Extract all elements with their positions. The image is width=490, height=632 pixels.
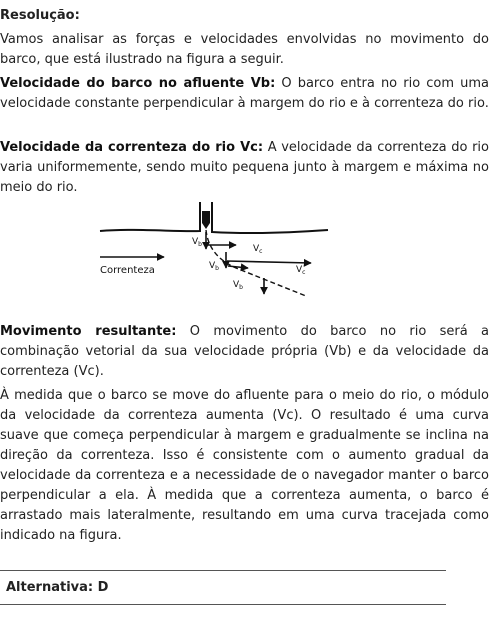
vc-label-2: $V_c$: [296, 265, 306, 276]
boat-shape: [202, 211, 210, 229]
resultant-paragraph: [0, 322, 489, 382]
answer-text: Alternativa: D: [6, 580, 109, 595]
river-diagram: [96, 200, 336, 304]
boat-velocity-text: O barco entra no rio com uma velocidade constante perpendicular à margem do rio e à correnteza do rio.: [0, 76, 489, 111]
divider-bottom: [0, 604, 446, 605]
resultant-text: O movimento do barco no rio será a combinação vetorial da sua velocidade própria (Vb) e da velocidade da correnteza (Vc).: [0, 324, 489, 379]
vb-label-3: $V_b$: [233, 280, 243, 291]
boat-velocity-label: Velocidade do barco no afluente Vb:: [0, 76, 276, 91]
resolution-heading: Resolução:: [0, 8, 80, 23]
vb-label-1: $V_b$: [192, 237, 202, 248]
vc-arrow-2: [227, 261, 311, 263]
resultant-label: Movimento resultante:: [0, 324, 177, 339]
vb-label-2: $V_b$: [209, 261, 219, 272]
current-label: Correnteza: [100, 265, 155, 276]
current-velocity-paragraph: [0, 138, 489, 198]
river-bank-line: [100, 202, 328, 233]
divider-top: [0, 570, 446, 571]
current-velocity-text: A velocidade da correnteza do rio varia uniformemente, sendo muito pequena junto à margem e máxima no meio do rio.: [0, 140, 490, 195]
explanation-paragraph: À medida que o barco se move do afluente para o meio do rio, o módulo da velocidade da correnteza aumenta (Vc). O resultado é uma curva suave que começa perpendicular à margem e gradualmente se inclina na direção da correnteza. Isso é consistente com o aumento gradual da velocidade da correnteza e a necessidade de o navegador manter o barco perpendicular a ela. À medida que a correnteza aumenta, o barco é arrastado mais lateralmente, resultando em uma curva tracejada como indicado na figura.: [0, 388, 489, 543]
vc-label-1: $V_c$: [253, 244, 263, 255]
vc-arrow-3: [228, 266, 248, 268]
boat-velocity-paragraph: [0, 74, 489, 114]
intro-paragraph: Vamos analisar as forças e velocidades envolvidas no movimento do barco, que está ilustrado na figura a seguir.: [0, 32, 489, 67]
current-velocity-label: Velocidade da correnteza do rio Vc:: [0, 140, 264, 155]
